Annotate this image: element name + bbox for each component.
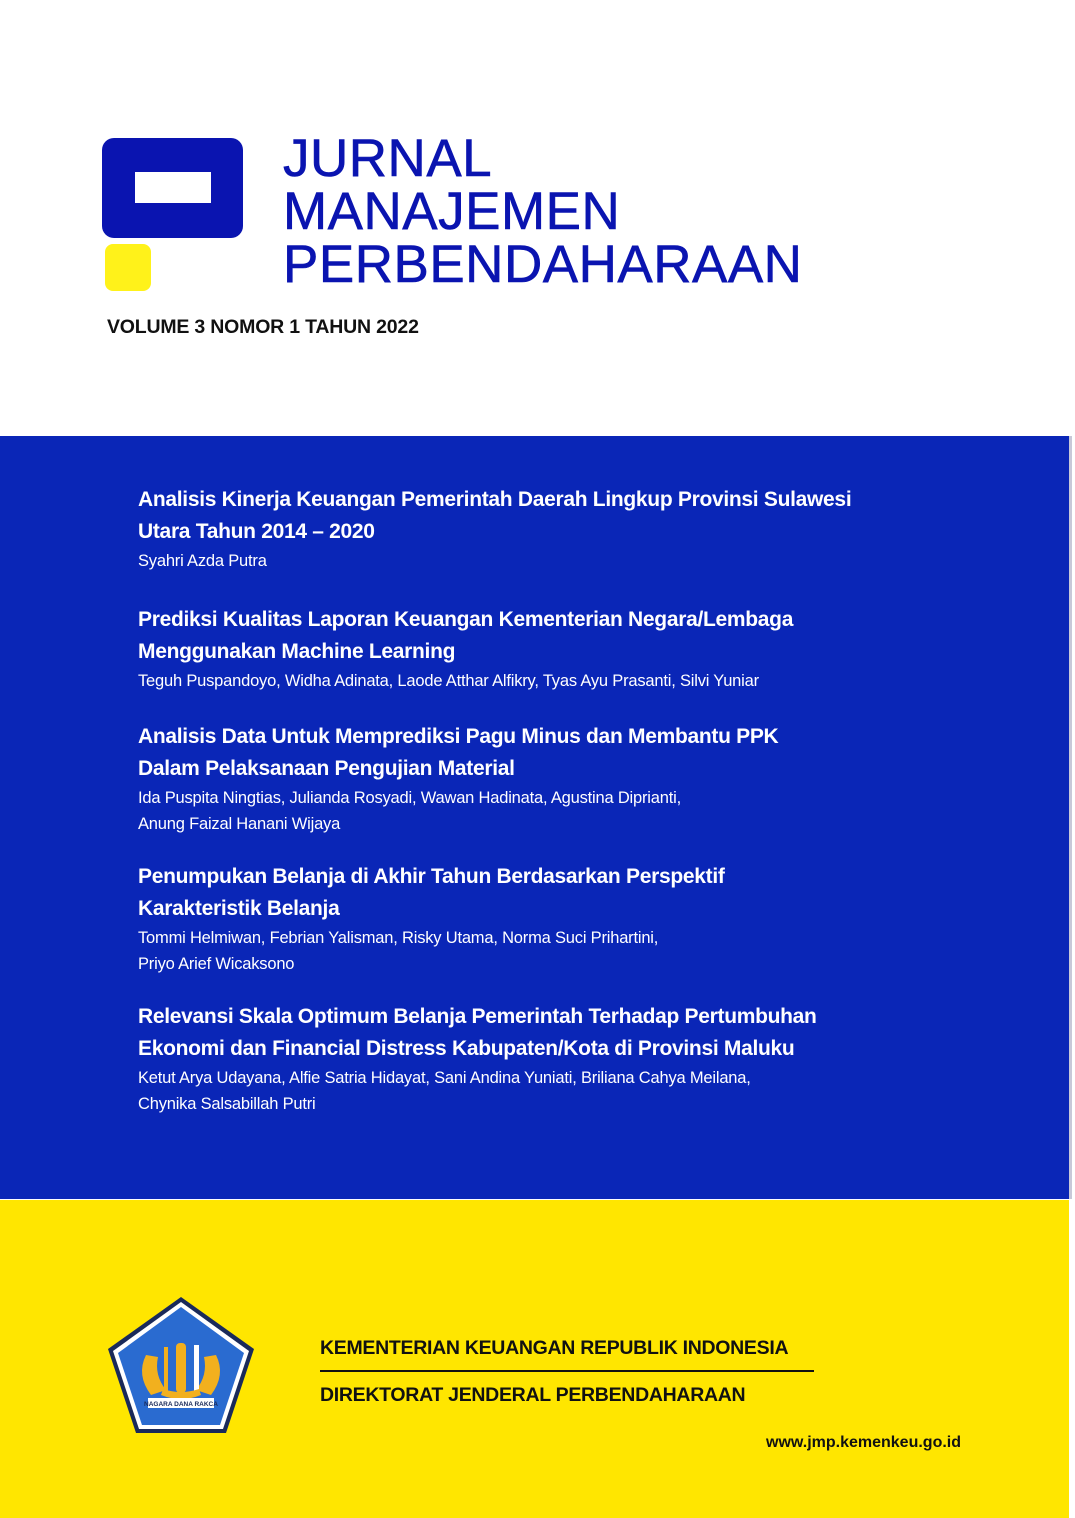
- article-item: [138, 861, 938, 977]
- article-item: [138, 1001, 938, 1117]
- article-authors: [138, 548, 938, 574]
- article-item: [138, 721, 938, 837]
- authors-line: Teguh Puspandoyo, Widha Adinata, Laode Atthar Alfikry, Tyas Ayu Prasanti, Silvi Yuniar: [138, 672, 759, 690]
- title-line: Relevansi Skala Optimum Belanja Pemerintah Terhadap Pertumbuhan: [138, 1005, 817, 1028]
- svg-text:NAGARA DANA RAKCA: NAGARA DANA RAKCA: [144, 1401, 218, 1408]
- title-line: Penumpukan Belanja di Akhir Tahun Berdasarkan Perspektif: [138, 865, 725, 888]
- title-line: PERBENDAHARAAN: [283, 235, 803, 294]
- article-title: [138, 721, 938, 785]
- authors-line: Anung Faizal Hanani Wijaya: [138, 815, 341, 833]
- title-line: Analisis Data Untuk Memprediksi Pagu Minus dan Membantu PPK: [138, 725, 779, 748]
- article-list: [138, 484, 938, 1136]
- title-line: MANAJEMEN: [283, 182, 621, 241]
- article-title: [138, 604, 938, 668]
- title-line: Utara Tahun 2014 – 2020: [138, 520, 375, 543]
- logo-cutout: [135, 172, 211, 203]
- authors-line: Tommi Helmiwan, Febrian Yalisman, Risky Utama, Norma Suci Prihartini,: [138, 929, 659, 947]
- article-authors: [138, 668, 938, 694]
- article-authors: [138, 1065, 938, 1117]
- title-line: Menggunakan Machine Learning: [138, 640, 456, 663]
- article-item: [138, 604, 938, 694]
- article-authors: [138, 925, 938, 977]
- title-line: Analisis Kinerja Keuangan Pemerintah Daerah Lingkup Provinsi Sulawesi: [138, 488, 852, 511]
- divider: [320, 1370, 814, 1372]
- article-title: [138, 861, 938, 925]
- authors-line: Syahri Azda Putra: [138, 552, 267, 570]
- title-line: Prediksi Kualitas Laporan Keuangan Kementerian Negara/Lembaga: [138, 608, 794, 631]
- authors-line: Ketut Arya Udayana, Alfie Satria Hidayat, Sani Andina Yuniati, Briliana Cahya Meilana,: [138, 1069, 751, 1087]
- authors-line: Chynika Salsabillah Putri: [138, 1095, 316, 1113]
- article-authors: [138, 785, 938, 837]
- ministry-name: KEMENTERIAN KEUANGAN REPUBLIK INDONESIA: [320, 1337, 789, 1359]
- title-line: Karakteristik Belanja: [138, 897, 340, 920]
- journal-title: [283, 129, 803, 294]
- website-link[interactable]: www.jmp.kemenkeu.go.id: [766, 1434, 961, 1451]
- volume-issue: VOLUME 3 NOMOR 1 TAHUN 2022: [107, 316, 419, 338]
- article-item: [138, 484, 938, 574]
- logo-yellow-square: [105, 244, 151, 291]
- authors-line: Ida Puspita Ningtias, Julianda Rosyadi, Wawan Hadinata, Agustina Diprianti,: [138, 789, 681, 807]
- kemenkeu-emblem-icon: [106, 1295, 256, 1435]
- title-line: Ekonomi dan Financial Distress Kabupaten/Kota di Provinsi Maluku: [138, 1037, 795, 1060]
- title-line: JURNAL: [283, 129, 493, 188]
- directorate-name: DIREKTORAT JENDERAL PERBENDAHARAAN: [320, 1384, 746, 1406]
- logo-blue-block: [102, 138, 243, 238]
- title-line: Dalam Pelaksanaan Pengujian Material: [138, 757, 515, 780]
- article-title: [138, 1001, 938, 1065]
- authors-line: Priyo Arief Wicaksono: [138, 955, 295, 973]
- article-title: [138, 484, 938, 548]
